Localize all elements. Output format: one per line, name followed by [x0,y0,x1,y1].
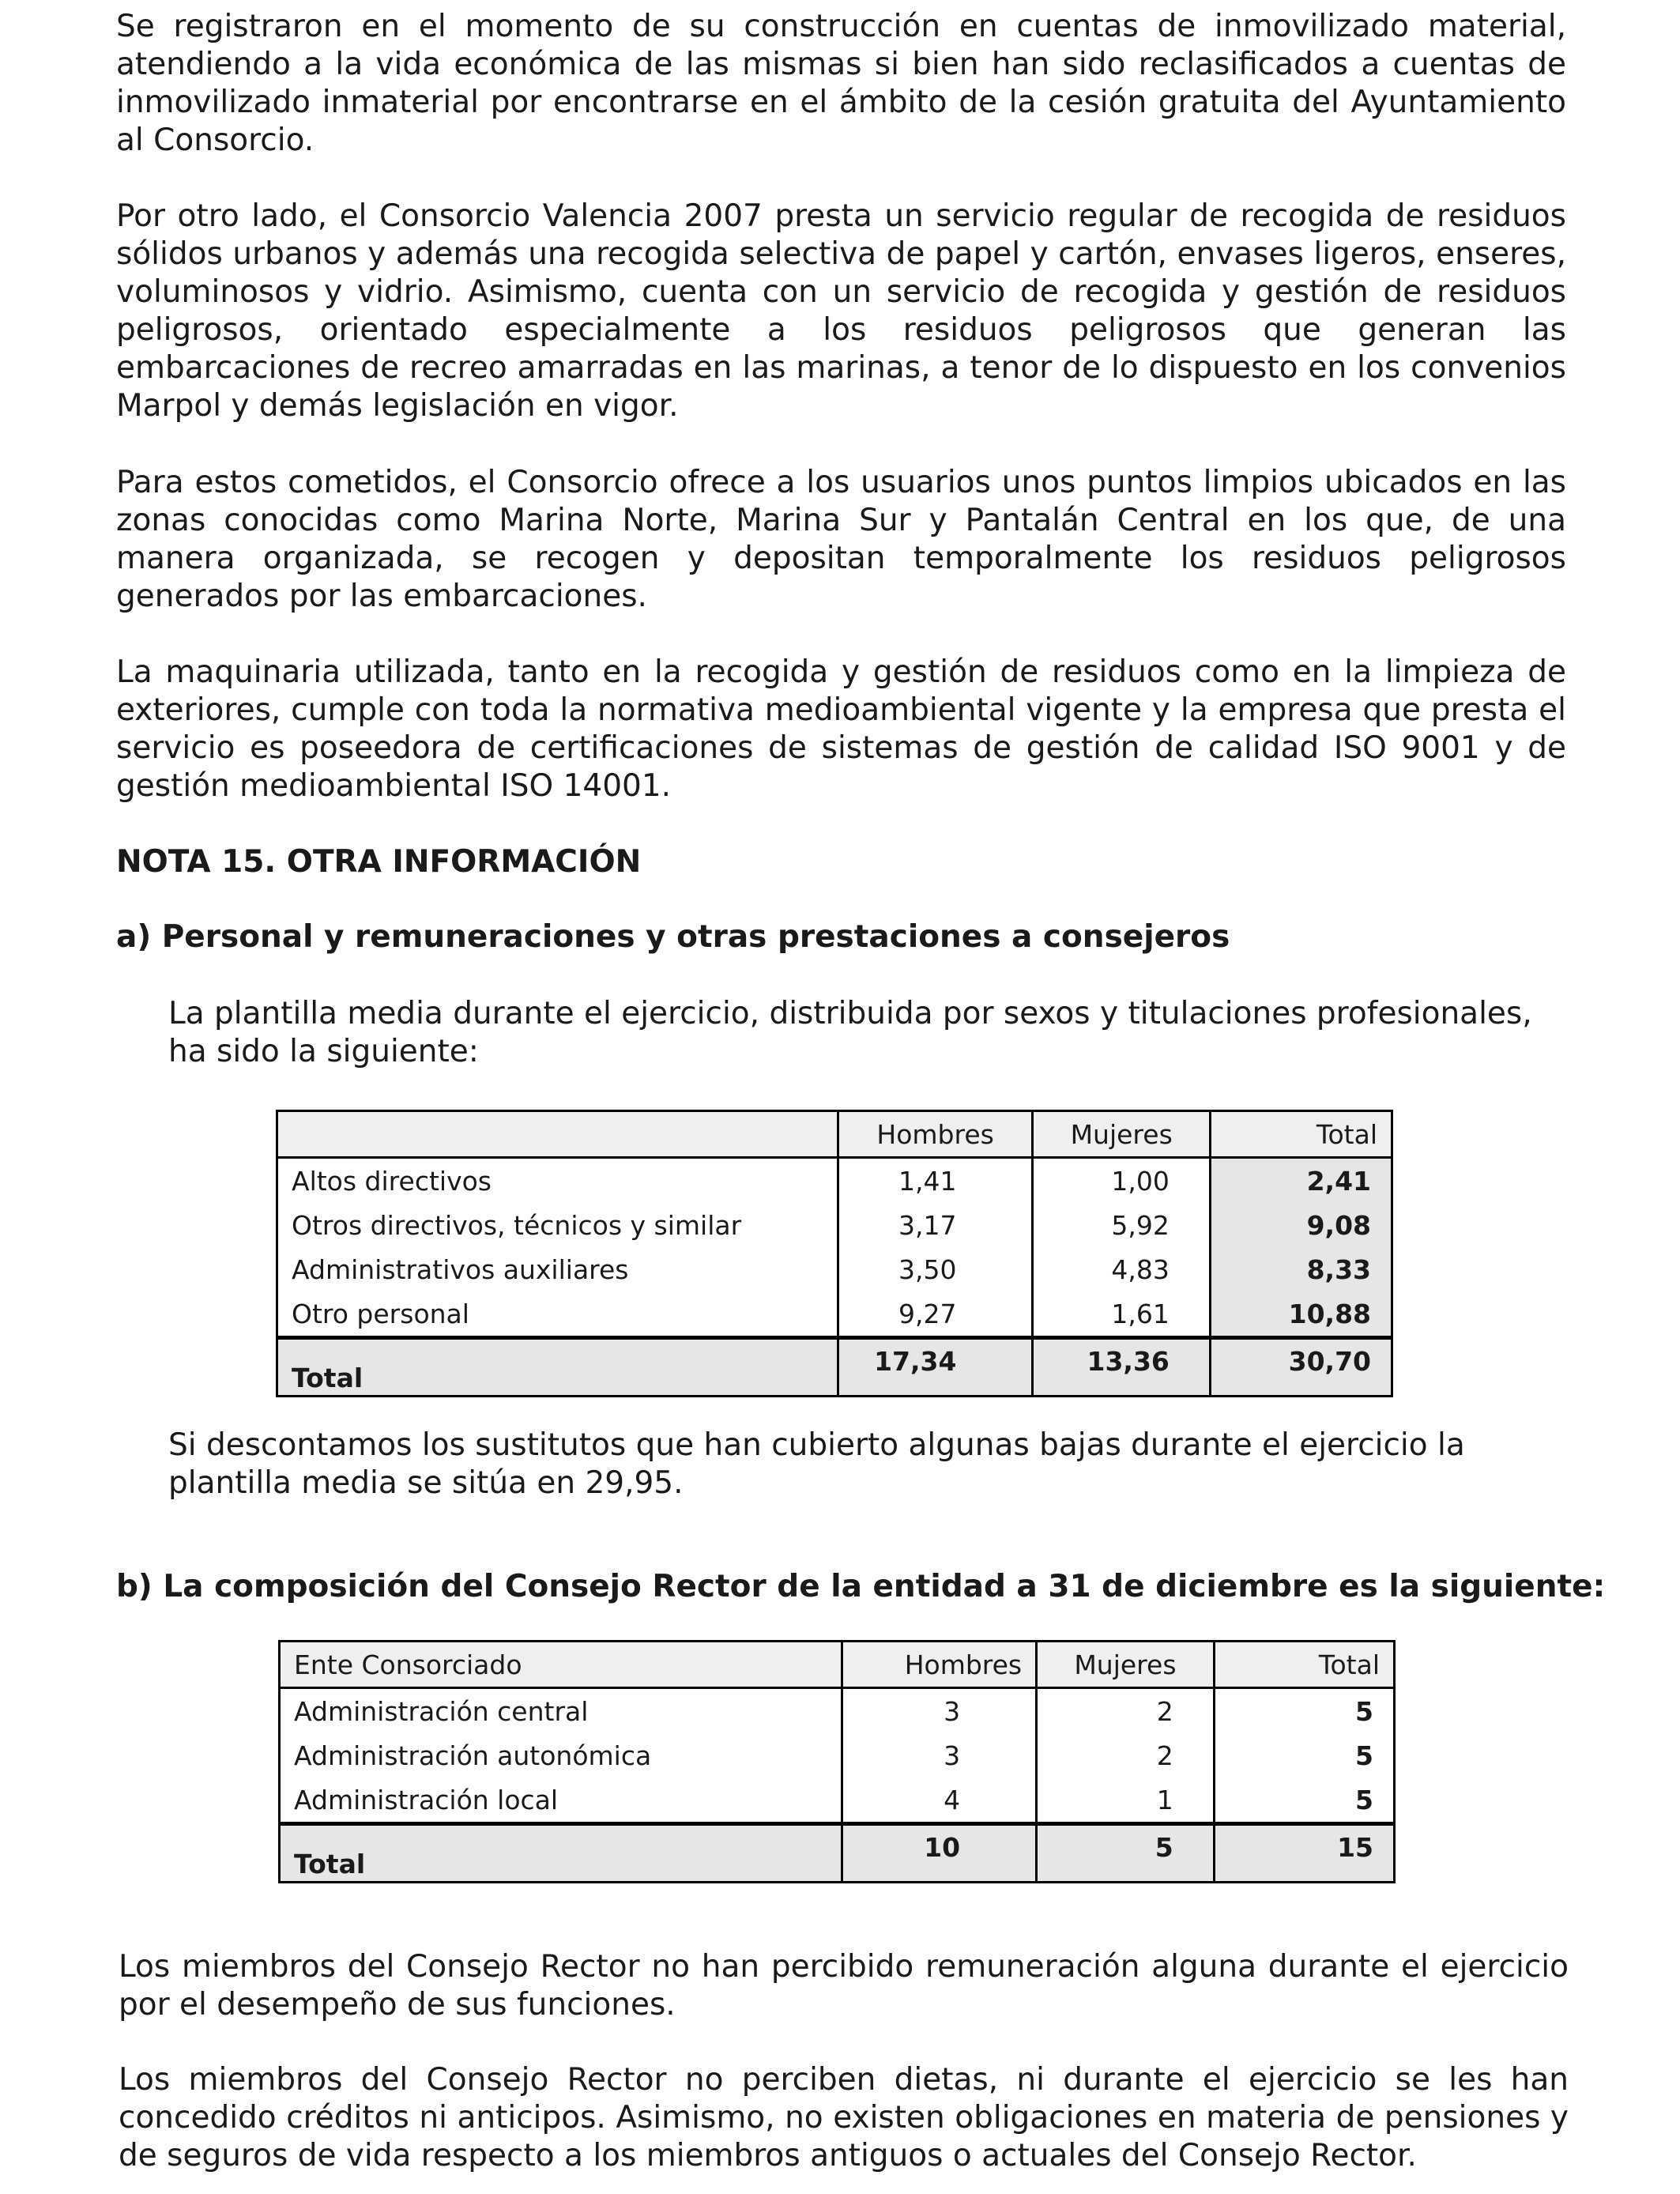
row-label: Altos directivos [292,1165,492,1197]
cell-total: 8,33 [1210,1247,1392,1291]
paragraph-sustitutos: Si descontamos los sustitutos que han cubierto algunas bajas durante el ejercicio la plantilla media se sitúa en 29,95. [168,1427,1465,1501]
row-label: Administración central [294,1695,589,1727]
cell-hombres: 3 [842,1733,1037,1777]
cell-total: 9,08 [1210,1203,1392,1247]
row-label: Otro personal [292,1298,469,1329]
cell-total: 2,41 [1210,1158,1392,1204]
council-table-header [280,1642,1395,1688]
paragraph-remuneracion: Los miembros del Consejo Rector no han percibido remuneración alguna durante el ejercicio por el desempeño de sus funciones. [119,1949,1569,2022]
paragraph-servicio-residuos: Por otro lado, el Consorcio Valencia 2007 presta un servicio regular de recogida de residuos sólidos urbanos y además una recogida selectiva de papel y cartón, envases ligeros, enseres, voluminosos y vidrio. Asimismo, cuenta con un servicio de recogida y gestión de residuos peligrosos, orientado especialmente a los residuos peligrosos que generan las embarcaciones de recreo amarradas en las marinas, a tenor de lo dispuesto en los convenios Marpol y demás legislación en vigor. [116,198,1566,424]
table-row [280,1777,1395,1824]
cell-total: 10,88 [1210,1291,1392,1338]
table-total-row [280,1824,1395,1883]
cell-hombres: 9,27 [838,1291,1033,1338]
total-label: Total [277,1338,838,1397]
table-row [277,1291,1392,1338]
table-total-row [277,1338,1392,1397]
total-total: 30,70 [1210,1338,1392,1397]
header-cell: Total [1210,1111,1392,1158]
table-row [277,1158,1392,1204]
staff-table-header [277,1111,1392,1158]
cell-mujeres: 4,83 [1033,1247,1210,1291]
total-mujeres: 5 [1037,1824,1215,1883]
total-total: 15 [1214,1824,1394,1883]
table-row [280,1733,1395,1777]
cell-hombres: 1,41 [838,1158,1033,1204]
cell-hombres: 3,50 [838,1247,1033,1291]
total-label: Total [280,1824,842,1883]
cell-mujeres: 1 [1037,1777,1215,1824]
table-row [277,1203,1392,1247]
cell-total: 5 [1214,1688,1394,1734]
cell-mujeres: 5,92 [1033,1203,1210,1247]
header-cell [277,1111,838,1158]
cell-hombres: 3,17 [838,1203,1033,1247]
cell-mujeres: 1,00 [1033,1158,1210,1204]
staff-table [276,1110,1393,1397]
paragraph-inmovilizado: Se registraron en el momento de su construcción en cuentas de inmovilizado material, atendiendo a la vida económica de las mismas si bien han sido reclasificados a cuentas de inmovilizado inmaterial por encontrarse en el ámbito de la cesión gratuita del Ayuntamiento al Consorcio. [116,9,1566,158]
cell-mujeres: 2 [1037,1688,1215,1734]
cell-total: 5 [1214,1733,1394,1777]
section-heading-nota-15: NOTA 15. OTRA INFORMACIÓN [116,844,642,880]
cell-total: 5 [1214,1777,1394,1824]
header-cell: Mujeres [1037,1642,1215,1688]
paragraph-plantilla: La plantilla media durante el ejercicio, distribuida por sexos y titulaciones profesionales, ha sido la siguiente: [168,996,1532,1069]
subsection-heading-b: b) La composición del Consejo Rector de la entidad a 31 de diciembre es la siguiente: [116,1569,1606,1604]
header-cell: Hombres [842,1642,1037,1688]
paragraph-maquinaria: La maquinaria utilizada, tanto en la recogida y gestión de residuos como en la limpieza de exteriores, cumple con toda la normativa medioambiental vigente y la empresa que presta el servicio es poseedora de certificaciones de sistemas de gestión de calidad ISO 9001 y de gestión medioambiental ISO 14001. [116,654,1566,804]
row-label: Administrativos auxiliares [292,1253,629,1285]
cell-hombres: 3 [842,1688,1037,1734]
cell-mujeres: 1,61 [1033,1291,1210,1338]
table-row [277,1247,1392,1291]
subsection-heading-a: a) Personal y remuneraciones y otras prestaciones a consejeros [116,919,1230,955]
row-label: Administración local [294,1784,559,1815]
header-cell: Ente Consorciado [280,1642,842,1688]
header-cell: Mujeres [1033,1111,1210,1158]
table-row [280,1688,1395,1734]
row-label: Otros directivos, técnicos y similar [292,1209,742,1241]
cell-mujeres: 2 [1037,1733,1215,1777]
total-hombres: 10 [842,1824,1037,1883]
total-hombres: 17,34 [838,1338,1033,1397]
cell-hombres: 4 [842,1777,1037,1824]
paragraph-puntos-limpios: Para estos cometidos, el Consorcio ofrece a los usuarios unos puntos limpios ubicados en las zonas conocidas como Marina Norte, Marina Sur y Pantalán Central en los que, de una manera organizada, se recogen y depositan temporalmente los residuos peligrosos generados por las embarcaciones. [116,465,1566,614]
row-label: Administración autonómica [294,1740,652,1771]
paragraph-dietas: Los miembros del Consejo Rector no perciben dietas, ni durante el ejercicio se les han concedido créditos ni anticipos. Asimismo, no existen obligaciones en materia de pensiones y de seguros de vida respecto a los miembros antiguos o actuales del Consejo Rector. [119,2062,1569,2173]
council-table [278,1640,1396,1883]
header-cell: Hombres [838,1111,1033,1158]
header-cell: Total [1214,1642,1394,1688]
total-mujeres: 13,36 [1033,1338,1210,1397]
